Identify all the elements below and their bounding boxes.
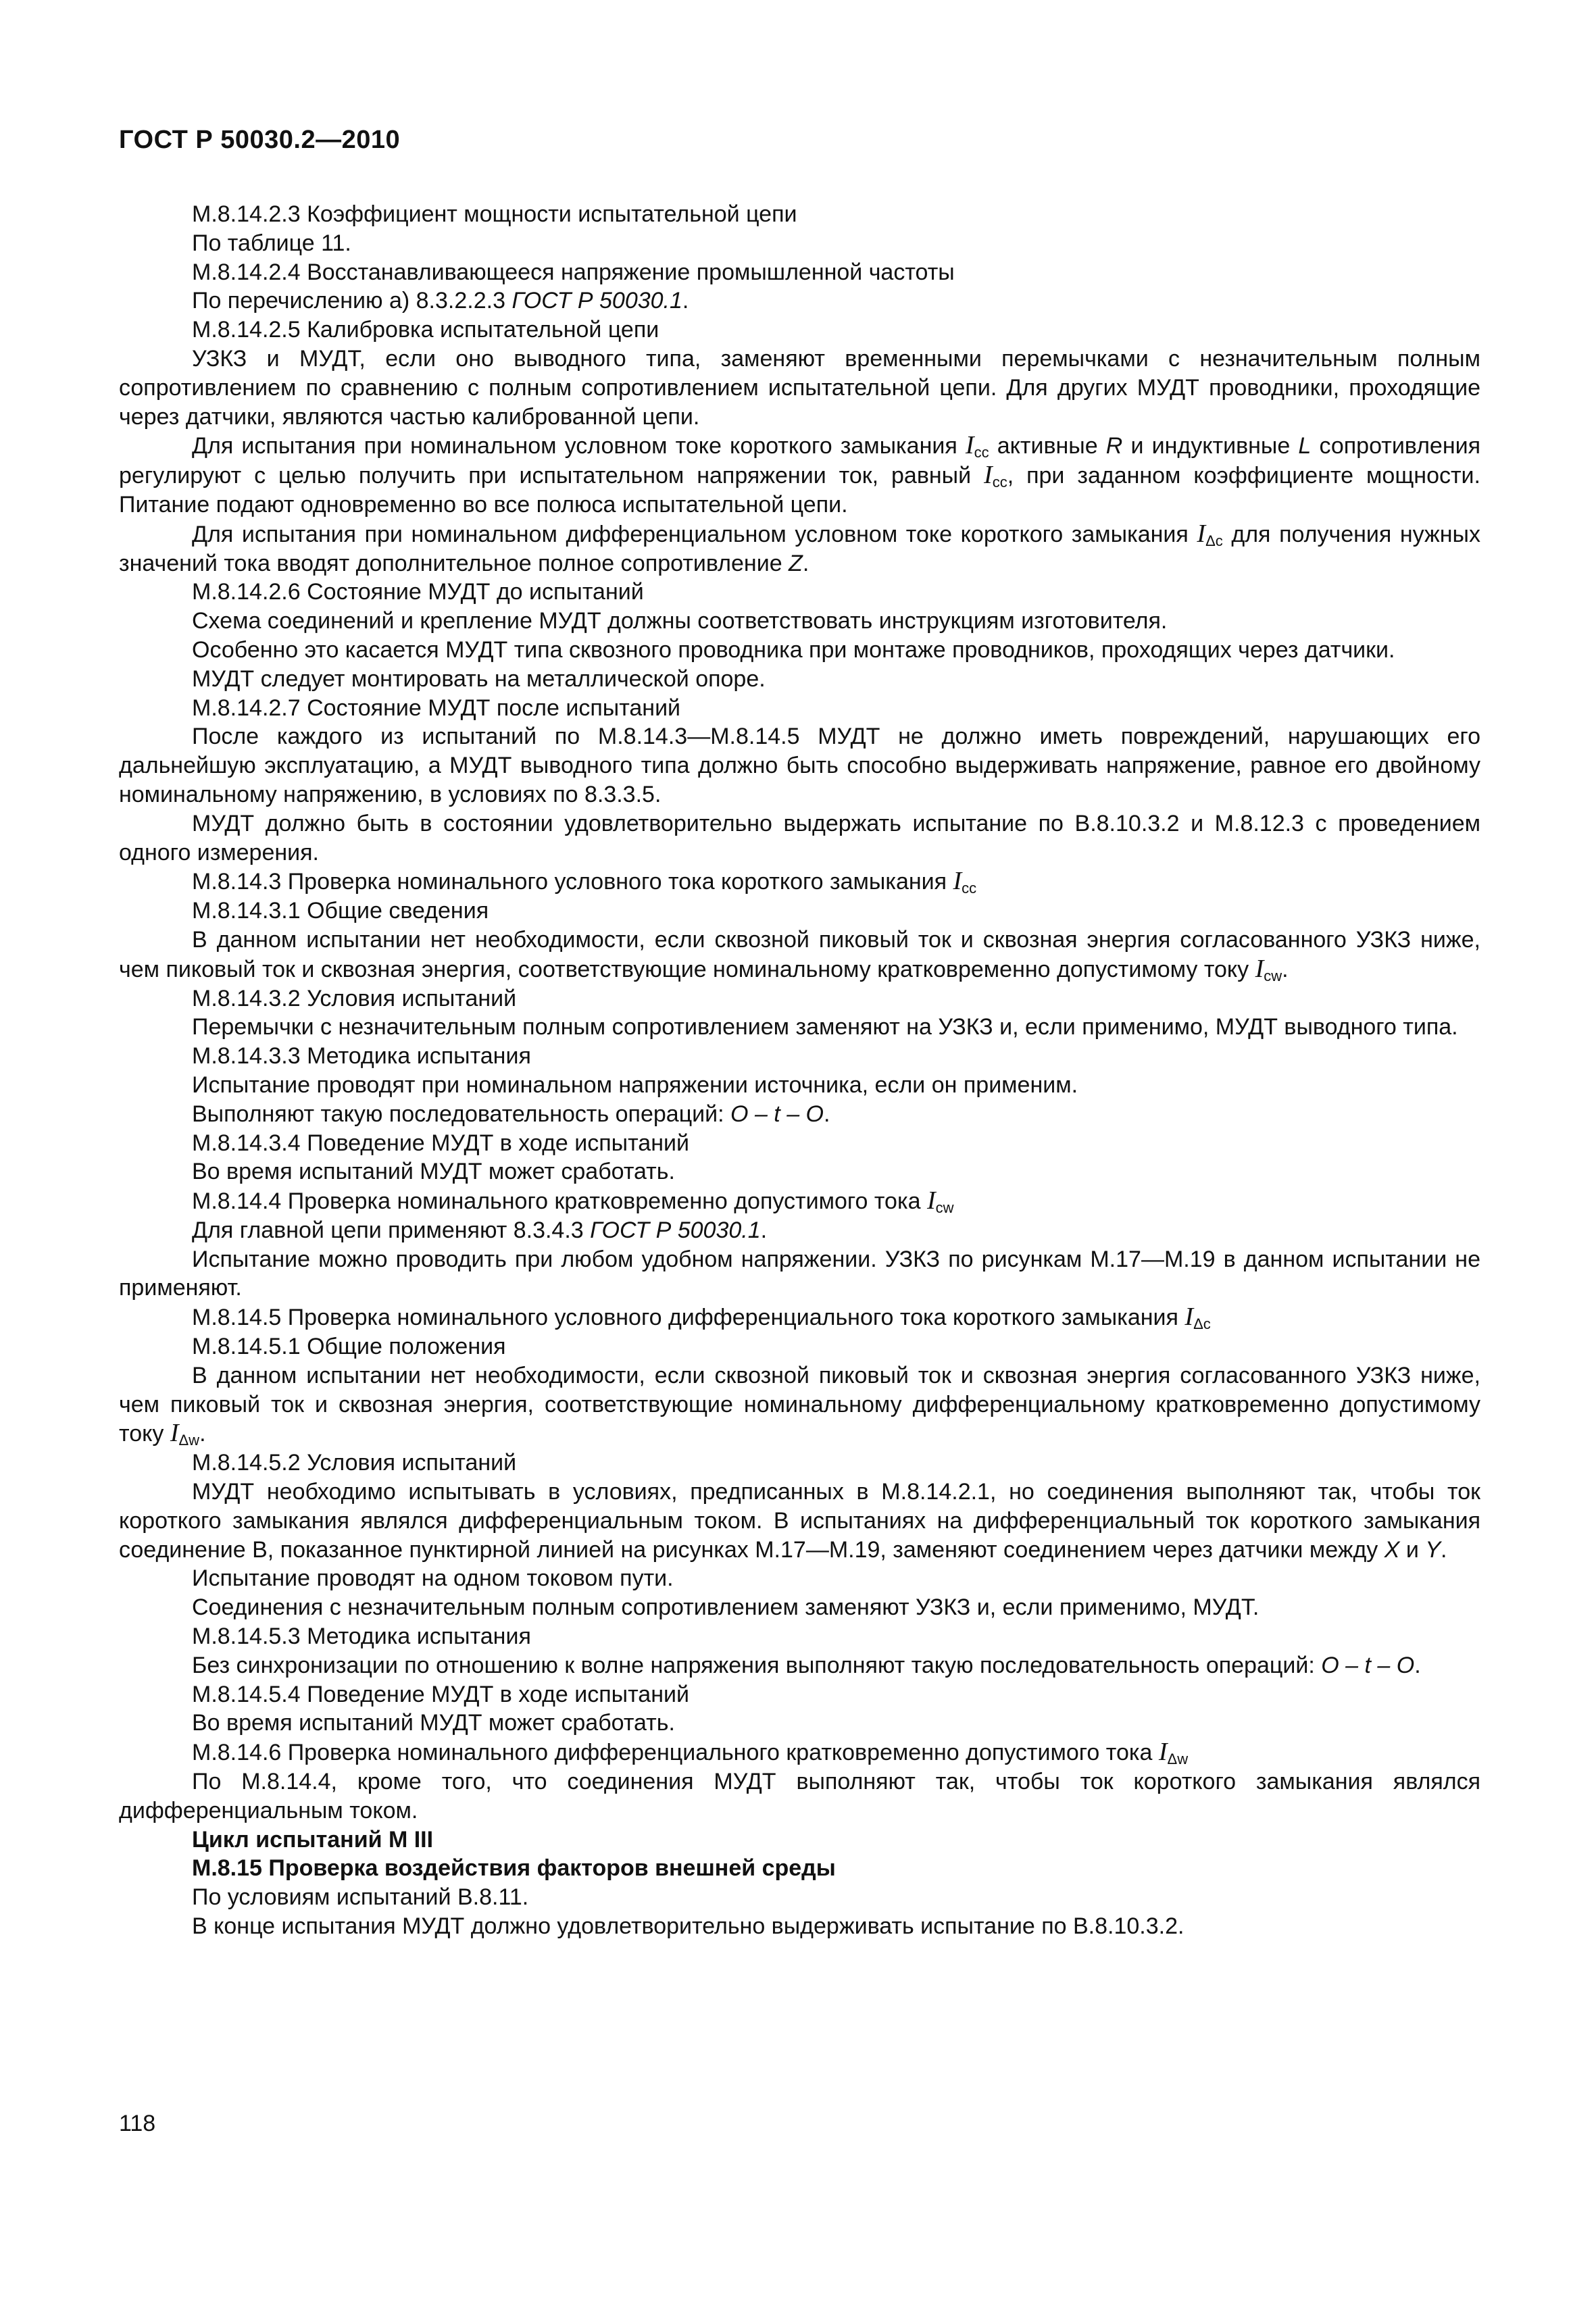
paragraph-text: Для испытания при номинальном условном токе короткого замыкания: [192, 433, 966, 459]
current-symbol: I: [170, 1419, 179, 1448]
paragraph-text: и индуктивные: [1122, 433, 1299, 459]
symbol-subscript: cw: [935, 1199, 954, 1217]
paragraph: [119, 1651, 1480, 1680]
paragraph: [119, 229, 1480, 258]
paragraph-text: М.8.14.5.2 Условия испытаний: [192, 1450, 517, 1476]
paragraph-text: М.8.15 Проверка воздействия факторов внешней среды: [192, 1855, 836, 1882]
symbol-subscript: cc: [992, 474, 1007, 491]
paragraph-text: М.8.14.6 Проверка номинального дифференциального кратковременно допустимого тока: [192, 1740, 1159, 1766]
paragraph-text: Выполняют такую последовательность операций:: [192, 1101, 731, 1127]
paragraph-text: Испытание можно проводить при любом удобном напряжении. УЗКЗ по рисункам М.17—М.19 в данном испытании не применяют.: [119, 1246, 1480, 1301]
paragraph-text: М.8.14.2.3 Коэффициент мощности испытательной цепи: [192, 201, 797, 227]
current-symbol: I: [926, 1186, 936, 1215]
paragraph: [119, 1186, 1480, 1216]
paragraph-text: После каждого из испытаний по М.8.14.3—М.8.14.5 МУДТ не должно иметь повреждений, нарушающих его дальнейшую эксплуатацию, а МУДТ выводного типа должно быть способно выдерживать напряжение, равное его двойному номинальному напряжению, в условиях по 8.3.3.5.: [119, 724, 1480, 807]
current-symbol: I: [1158, 1738, 1168, 1767]
page-number: 118: [119, 2111, 156, 2136]
paragraph: [119, 1013, 1480, 1042]
document-body: [119, 200, 1480, 1941]
paragraph: [119, 1100, 1480, 1129]
paragraph-text: По М.8.14.4, кроме того, что соединения МУДТ выполняют так, чтобы ток короткого замыкания являлся дифференциальным током.: [119, 1769, 1480, 1823]
paragraph-text: Схема соединений и крепление МУДТ должны соответствовать инструкциям изготовителя.: [192, 608, 1168, 634]
paragraph: [119, 1826, 1480, 1855]
paragraph: [119, 1738, 1480, 1767]
paragraph-text: УЗКЗ и МУДТ, если оно выводного типа, заменяют временными перемычками с незначительным полным сопротивлением по сравнению с полным сопротивлением испытательной цепи. Для других МУДТ проводники, проходящие через датчики, являются частью калиброванной цепи.: [119, 345, 1480, 430]
current-symbol: I: [984, 461, 993, 490]
paragraph: [119, 1071, 1480, 1100]
paragraph-text: и: [1399, 1536, 1426, 1563]
paragraph: [119, 867, 1480, 897]
paragraph: [119, 1361, 1480, 1449]
paragraph: [119, 1245, 1480, 1303]
paragraph-text: МУДТ необходимо испытывать в условиях, предписанных в М.8.14.2.1, но соединения выполняют так, чтобы ток короткого замыкания являлся дифференциальным током. В испытаниях на дифференциальный ток короткого замыкания соединение В, показанное пунктирной линией на рисунках М.17—М.19, заменяют соединением через датчики между: [119, 1479, 1480, 1563]
paragraph: [119, 694, 1480, 723]
paragraph-text: Перемычки с незначительным полным сопротивлением заменяют на УЗКЗ и, если применимо, МУДТ выводного типа.: [192, 1014, 1458, 1040]
paragraph: [119, 1854, 1480, 1883]
paragraph-text: МУДТ должно быть в состоянии удовлетворительно выдержать испытание по В.8.10.3.2 и М.8.12.3 с проведением одного измерения.: [119, 810, 1480, 865]
paragraph-text: .: [760, 1217, 768, 1243]
paragraph-text: Соединения с незначительным полным сопротивлением заменяют УЗКЗ и, если применимо, МУДТ.: [192, 1594, 1260, 1621]
paragraph: [119, 1709, 1480, 1738]
paragraph: [119, 1564, 1480, 1593]
paragraph-text: , при заданном коэффициенте мощности. Питание подают одновременно во все полюса испытательной цепи.: [119, 463, 1480, 518]
paragraph: [119, 1042, 1480, 1071]
paragraph: [119, 722, 1480, 809]
paragraph: [119, 926, 1480, 984]
paragraph: [119, 1478, 1480, 1564]
symbol-subscript: cc: [974, 444, 989, 461]
paragraph-text: По таблице 11.: [192, 230, 351, 256]
paragraph-text: В конце испытания МУДТ должно удовлетворительно выдерживать испытание по В.8.10.3.2.: [192, 1913, 1184, 1940]
paragraph: [119, 1449, 1480, 1478]
paragraph: [119, 984, 1480, 1013]
paragraph: [119, 1912, 1480, 1941]
paragraph-text: активные: [989, 433, 1106, 459]
paragraph: [119, 1622, 1480, 1651]
paragraph-text: М.8.14.3.1 Общие сведения: [192, 898, 489, 924]
current-symbol: I: [1197, 519, 1206, 548]
symbol-subscript: Δc: [1193, 1315, 1211, 1333]
current-symbol: I: [1255, 954, 1264, 983]
paragraph: [119, 1593, 1480, 1622]
paragraph: [119, 1129, 1480, 1158]
italic-text: O – t – O: [730, 1101, 824, 1127]
paragraph-text: М.8.14.3.3 Методика испытания: [192, 1043, 531, 1070]
paragraph-text: Во время испытаний МУДТ может сработать.: [192, 1159, 675, 1185]
current-symbol: I: [965, 431, 974, 460]
paragraph: [119, 316, 1480, 345]
paragraph-text: По перечислению а) 8.3.2.2.3: [192, 288, 512, 314]
paragraph-text: В данном испытании нет необходимости, если сквозной пиковый ток и сквозная энергия согласованного УЗКЗ ниже, чем пиковый ток и сквозная энергия, соответствующие номинальному кратковременно допустимому току: [119, 926, 1480, 982]
italic-text: Y: [1425, 1536, 1441, 1563]
paragraph: [119, 286, 1480, 316]
paragraph-text: Особенно это касается МУДТ типа сквозного проводника при монтаже проводников, проходящих через датчики.: [192, 636, 1395, 663]
paragraph-text: для получения нужных значений тока вводят дополнительное полное сопротивление: [119, 521, 1480, 576]
paragraph-text: Для испытания при номинальном дифференциальном условном токе короткого замыкания: [192, 521, 1197, 547]
symbol-subscript: Δw: [178, 1432, 200, 1449]
paragraph-text: МУДТ следует монтировать на металлической опоре.: [192, 665, 766, 692]
paragraph-text: .: [1441, 1536, 1447, 1563]
italic-text: O – t – O: [1321, 1652, 1415, 1678]
paragraph: [119, 345, 1480, 431]
paragraph: [119, 1216, 1480, 1245]
symbol-subscript: cw: [1264, 967, 1282, 984]
paragraph-text: .: [802, 550, 809, 576]
paragraph-text: М.8.14.3 Проверка номинального условного тока короткого замыкания: [192, 869, 953, 895]
paragraph-text: М.8.14.4 Проверка номинального кратковременно допустимого тока: [192, 1188, 927, 1215]
paragraph-text: М.8.14.2.6 Состояние МУДТ до испытаний: [192, 579, 644, 605]
paragraph-text: М.8.14.5.1 Общие положения: [192, 1334, 506, 1360]
paragraph: [119, 1303, 1480, 1332]
paragraph-text: В данном испытании нет необходимости, если сквозной пиковый ток и сквозная энергия согласованного УЗКЗ ниже, чем пиковый ток и сквозная энергия, соответствующие номинальному дифференциальному кратковременно допустимому току: [119, 1362, 1480, 1447]
paragraph-text: М.8.14.5 Проверка номинального условного дифференциального тока короткого замыкания: [192, 1305, 1185, 1331]
paragraph-text: Испытание проводят при номинальном напряжении источника, если он применим.: [192, 1072, 1078, 1098]
paragraph: [119, 809, 1480, 867]
paragraph-text: .: [1414, 1652, 1421, 1678]
paragraph-text: .: [199, 1421, 206, 1447]
paragraph: [119, 1680, 1480, 1709]
paragraph: [119, 1157, 1480, 1186]
paragraph: [119, 665, 1480, 694]
paragraph-text: .: [1282, 956, 1289, 982]
paragraph: [119, 1883, 1480, 1912]
paragraph-text: М.8.14.5.4 Поведение МУДТ в ходе испытаний: [192, 1681, 689, 1707]
italic-text: R: [1105, 433, 1123, 459]
current-symbol: I: [1184, 1303, 1194, 1332]
paragraph-text: М.8.14.3.2 Условия испытаний: [192, 985, 517, 1011]
paragraph-text: .: [824, 1101, 830, 1127]
paragraph-text: М.8.14.3.4 Поведение МУДТ в ходе испытаний: [192, 1130, 689, 1156]
paragraph: [119, 636, 1480, 665]
paragraph: [119, 200, 1480, 229]
italic-text: Z: [789, 550, 803, 576]
paragraph: [119, 578, 1480, 607]
symbol-subscript: Δc: [1205, 532, 1223, 549]
paragraph-text: М.8.14.5.3 Методика испытания: [192, 1624, 531, 1650]
symbol-subscript: cc: [962, 880, 977, 897]
paragraph-text: По условиям испытаний В.8.11.: [192, 1884, 529, 1911]
italic-text: ГОСТ Р 50030.1: [512, 288, 682, 314]
paragraph: [119, 1332, 1480, 1361]
paragraph: [119, 897, 1480, 926]
paragraph-text: сопротивления регулируют с целью получить при испытательном напряжении ток, равный: [119, 433, 1481, 489]
paragraph: [119, 431, 1480, 519]
italic-text: ГОСТ Р 50030.1: [590, 1217, 761, 1243]
paragraph-text: Для главной цепи применяют 8.3.4.3: [192, 1217, 591, 1243]
italic-text: L: [1298, 433, 1312, 459]
paragraph: [119, 520, 1480, 578]
paragraph: [119, 258, 1480, 287]
paragraph-text: .: [682, 288, 689, 314]
paragraph-text: Цикл испытаний М III: [192, 1826, 434, 1853]
paragraph-text: М.8.14.2.5 Калибровка испытательной цепи: [192, 317, 659, 343]
paragraph-text: Без синхронизации по отношению к волне напряжения выполняют такую последовательность операций:: [192, 1652, 1322, 1678]
current-symbol: I: [953, 867, 962, 896]
paragraph: [119, 1767, 1480, 1826]
symbol-subscript: Δw: [1167, 1751, 1189, 1768]
paragraph: [119, 607, 1480, 636]
paragraph-text: Во время испытаний МУДТ может сработать.: [192, 1710, 675, 1736]
italic-text: X: [1384, 1536, 1400, 1563]
paragraph-text: Испытание проводят на одном токовом пути.: [192, 1565, 674, 1592]
document-header: ГОСТ Р 50030.2—2010: [119, 126, 401, 154]
paragraph-text: М.8.14.2.4 Восстанавливающееся напряжение промышленной частоты: [192, 259, 955, 285]
paragraph-text: М.8.14.2.7 Состояние МУДТ после испытаний: [192, 695, 681, 721]
